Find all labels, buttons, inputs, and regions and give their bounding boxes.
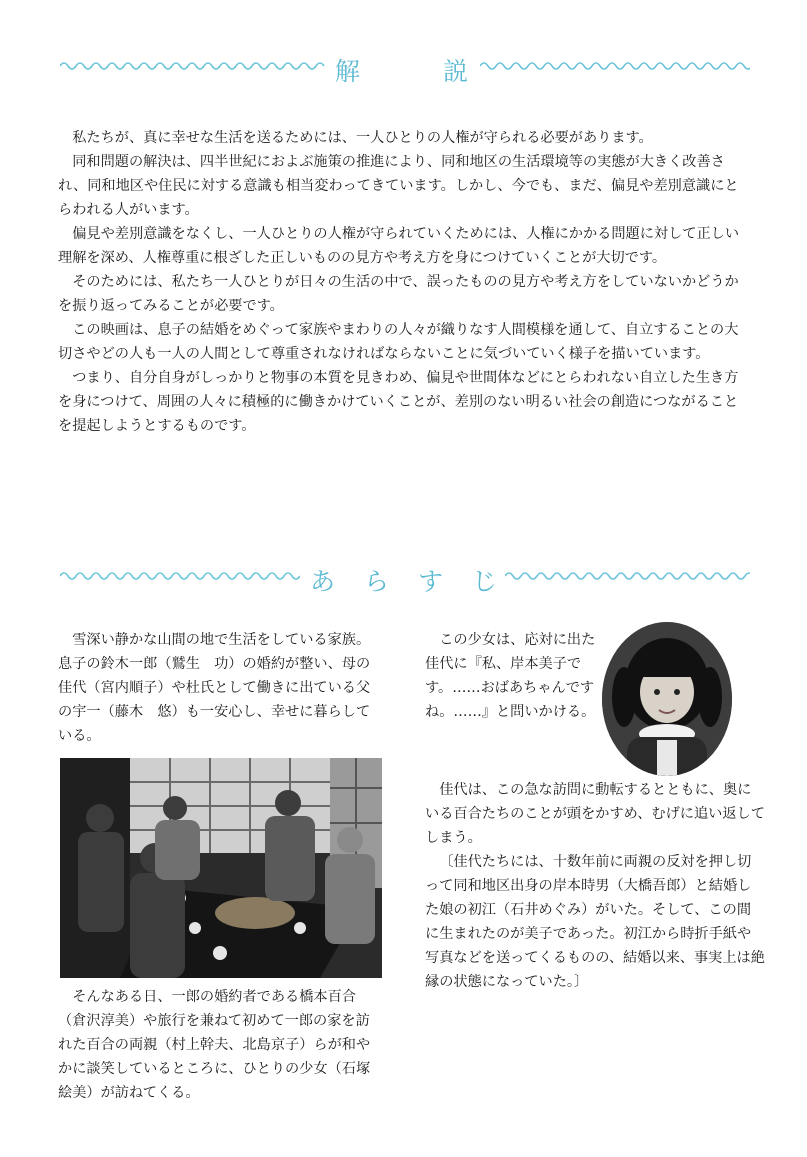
synopsis-paragraph: この少女は、応対に出た佳代に『私、岸本美子です。……おばあちゃんですね。……』と問いかける。: [425, 632, 596, 720]
kaisetsu-paragraph: 私たちが、真に幸せな生活を送るためには、一人ひとりの人権が守られる必要があります。: [72, 130, 653, 146]
synopsis-paragraph: 雪深い静かな山間の地で生活をしている家族。息子の鈴木一郎（鷲生 功）の婚約が整い、母の佳代（宮内順子）や杜氏として働きに出ている父の宇一（藤木 悠）も一安心し、幸せに暮らしている。: [58, 632, 371, 744]
wave-ornament-right: [480, 60, 750, 72]
kaisetsu-paragraph: そのためには、私たち一人ひとりが日々の生活の中で、誤ったものの見方や考え方をしていないかどうかを振り返ってみることが必要です。: [58, 274, 739, 314]
wave-ornament-left: [60, 60, 328, 72]
family-scene-photo: [60, 758, 382, 978]
kaisetsu-paragraph: この映画は、息子の結婚をめぐって家族やまわりの人々が織りなす人間模様を通して、自立することの大切さやどの人も一人の人間として尊重されなければならないことに気づいていく様子を描いています。: [58, 322, 739, 362]
synopsis-right: [425, 778, 765, 994]
kaisetsu-paragraph: つまり、自分自身がしっかりと物事の本質を見きわめ、偏見や世間体などにとらわれない自立した生き方を身につけて、周囲の人々に積極的に働きかけていくことが、差別のない明るい社会の創造につながることを提起しようとするものです。: [58, 370, 739, 434]
section-header-kaisetsu: [60, 52, 750, 86]
synopsis-paragraph: 佳代は、この急な訪問に動転するとともに、奥にいる百合たちのことが頭をかすめ、むげに追い返してしまう。: [425, 782, 765, 846]
girl-portrait-illustration: [602, 622, 732, 776]
synopsis-paragraph: そんなある日、一郎の婚約者である橋本百合（倉沢淳美）や旅行を兼ねて初めて一郎の家を訪れた百合の両親（村上幹夫、北島京子）らが和やかに談笑しているところに、ひとりの少女（石塚絵美）が訪ねてくる。: [58, 989, 371, 1101]
wave-ornament-right: [505, 570, 750, 582]
kaisetsu-paragraph: 偏見や差別意識をなくし、一人ひとりの人権が守られていくためには、人権にかかる問題に対して正しい理解を深め、人権尊重に根ざした正しいものの見方や考え方を身につけていくことが大切です。: [58, 226, 740, 266]
synopsis-right-top: [425, 628, 600, 724]
synopsis-left-bottom: [58, 985, 383, 1105]
kaisetsu-paragraph: 同和問題の解決は、四半世紀におよぶ施策の推進により、同和地区の生活環境等の実態が大きく改善され、同和地区や住民に対する意識も相当変わってきています。しかし、今でも、まだ、偏見や差別意識にとらわれる人がいます。: [58, 154, 739, 218]
section-title-kaisetsu: 解 説: [335, 57, 471, 86]
family-scene-illustration: [60, 758, 382, 978]
synopsis-paragraph: 〔佳代たちには、十数年前に両親の反対を押し切って同和地区出身の岸本時男（大橋吾郎）と結婚した娘の初江（石井めぐみ）がいた。そして、この間に生まれたのが美子であった。初江から時折手紙や写真などを送ってくるものの、結婚以来、事実上は絶縁の状態になっていた。〕: [425, 854, 765, 990]
girl-portrait-photo: [602, 622, 732, 776]
kaisetsu-body: [58, 126, 750, 438]
section-header-arasuji: [60, 562, 750, 596]
wave-ornament-left: [60, 570, 300, 582]
section-title-arasuji: あ ら す じ: [310, 567, 500, 596]
synopsis-left-top: [58, 628, 383, 748]
